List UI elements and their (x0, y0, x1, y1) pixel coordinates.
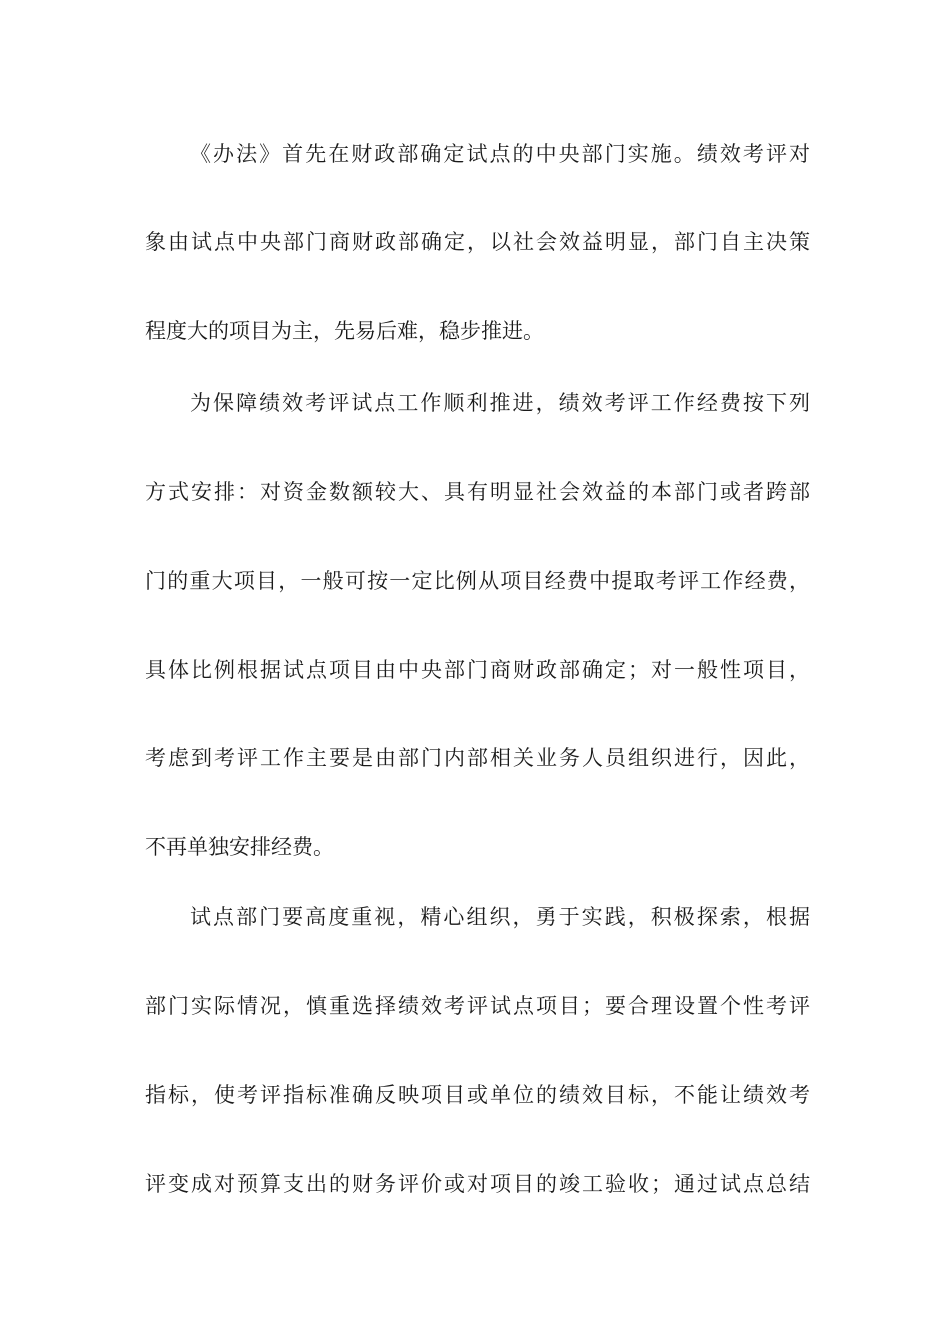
paragraph-line: 评变成对预算支出的财务评价或对项目的竣工验收；通过试点总结 (145, 1172, 810, 1196)
paragraph-line: 具体比例根据试点项目由中央部门商财政部确定；对一般性项目， (145, 658, 810, 682)
paragraph-line: 方式安排：对资金数额较大、具有明显社会效益的本部门或者跨部 (145, 480, 810, 504)
paragraph-line: 象由试点中央部门商财政部确定，以社会效益明显，部门自主决策 (145, 230, 810, 254)
paragraph-line: 门的重大项目，一般可按一定比例从项目经费中提取考评工作经费， (145, 569, 810, 593)
paragraph-line: 程度大的项目为主，先易后难，稳步推进。 (145, 319, 544, 343)
paragraph-line: 试点部门要高度重视，精心组织，勇于实践，积极探索，根据 (190, 905, 810, 929)
paragraph-line: 指标，使考评指标准确反映项目或单位的绩效目标，不能让绩效考 (145, 1083, 810, 1107)
paragraph-line: 《办法》首先在财政部确定试点的中央部门实施。绩效考评对 (190, 142, 810, 166)
paragraph-line: 部门实际情况，慎重选择绩效考评试点项目；要合理设置个性考评 (145, 994, 810, 1018)
paragraph-line: 为保障绩效考评试点工作顺利推进，绩效考评工作经费按下列 (190, 391, 810, 415)
paragraph-line: 考虑到考评工作主要是由部门内部相关业务人员组织进行，因此， (145, 746, 810, 770)
paragraph-line: 不再单独安排经费。 (145, 835, 334, 859)
